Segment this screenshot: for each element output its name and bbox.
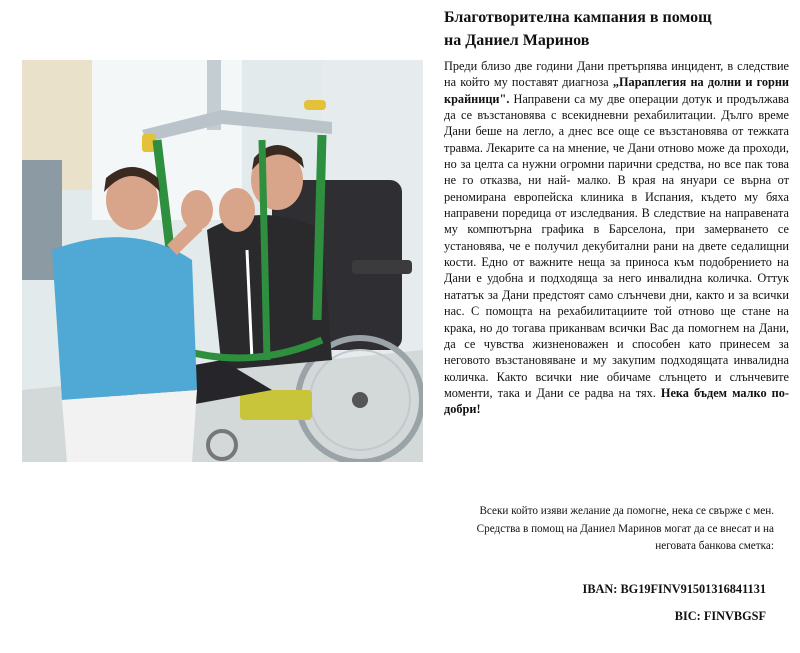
man-hand-raised (219, 188, 255, 232)
donation-line2: Средства в помощ на Даниел Маринов могат да се внесат и на неговата банкова сметка: (476, 522, 774, 552)
article-closing: Нека бъдем малко по- добри! (444, 385, 789, 417)
nurse-uniform (52, 237, 197, 400)
lift-yellow-handle (304, 100, 326, 110)
bic-code: BIC: FINVBGSF (674, 609, 766, 623)
article-body (444, 58, 789, 418)
article-diagnosis: „Параплегия на долни и горни крайници". (444, 75, 790, 106)
article-text-part1: Преди близо две години Дани претърпява инцидент, в следствие на който му поставят диагноза (444, 59, 789, 90)
iban-number: IBAN: BG19FINV91501316841131 (582, 582, 766, 596)
article-title-line1: Благотворителна кампания в помощ (444, 9, 712, 26)
wheelchair-armrest (352, 260, 412, 274)
article-title-line2: на Даниел Маринов (444, 32, 590, 49)
wheelchair-brand-plate (240, 390, 312, 420)
article-text-part2: Направени са му две операции дотук и продължава да се възстановява с всекидневни рехабилитации. Дълго време Дани беше на легло, а днес все още се възстановява от тежката травма. Лекарите са на мнение, че Дани отново може да проходи, но за целта са нужни огромни парични средства, но все пак това не го отказва, ни най- малко. В края на януари се върна от реномирана европейска клиника в Испания, където му бяха направени поредица от изследвания. В следствие на направената му компютърна графика в Барселона, при замерването се установява, че е получил декубитални рани на двете седалищни кости. Едно от важните неща за приноса към подобрението на Дани е удобна и подходяща за него инвалидна количка. Оттук нататък за Дани предстоят само слънчеви дни, както и за всички нас. С помощта на рехабилитациите той отново ще стане на крака, но до тогава приканвам всички Вас да помогнем на Дани, да се чувства жизненоважен и способен като принесем за неговото възстановяване и му закупим подходящата инвалидна количка. Както всички ние обичаме слънцето и слънчевите моменти, така и Дани се радва на тях. (444, 91, 789, 400)
wheelchair-hub (352, 392, 368, 408)
donation-line1: Всеки който изяви желание да помогне, нека се свърже с мен. (479, 505, 774, 517)
article-title (444, 6, 794, 52)
donation-info (444, 503, 774, 556)
nurse-trousers (62, 390, 197, 462)
patient-lift-photo (22, 60, 423, 462)
sling-strap-right (317, 135, 322, 320)
sling-strap-middle (262, 140, 267, 360)
article-photo (22, 60, 423, 462)
